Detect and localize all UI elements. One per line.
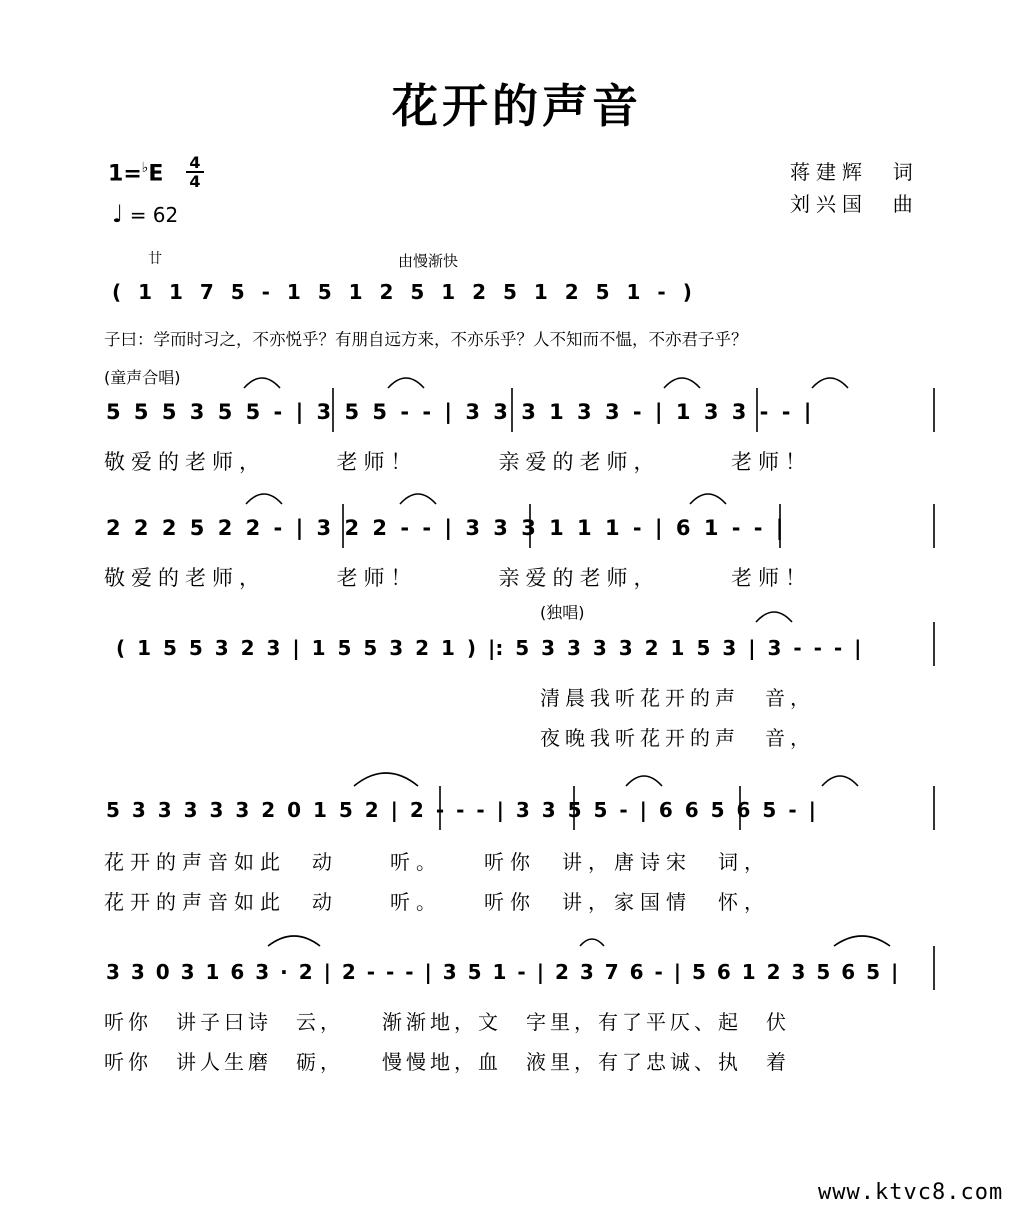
notation-row-intro: ( 1 1 7 5 - 1 5 1 2 5 1 2 5 1 2 5 1 - ): [112, 280, 692, 304]
lyric-line-3a: 清晨我听花开的声 音，: [540, 686, 815, 710]
slur-arc: [822, 776, 858, 786]
key-equals: =: [123, 161, 142, 187]
slur-arc: [580, 939, 604, 946]
composer-name: 刘兴国: [790, 192, 868, 216]
tempo-change-mark: 由慢渐快: [398, 252, 459, 270]
key-one: 1: [108, 161, 124, 187]
slur-arc: [626, 776, 662, 786]
lyric-line-4b: 花开的声音如此 动 听。 听你 讲，家国情 怀，: [104, 890, 770, 914]
tempo-value: = 62: [129, 203, 179, 227]
time-top: 4: [189, 153, 201, 172]
slur-arc: [246, 494, 282, 504]
solo-label: (独唱): [540, 603, 585, 622]
lyric-line-3b: 夜晚我听花开的声 音，: [540, 726, 815, 750]
slur-arc: [354, 773, 418, 786]
notation-row-3: ( 1 5 5 3 2 3 | 1 5 5 3 2 1 ) |: 5 3 3 3 3 2 1 5 3 | 3 - - - |: [116, 636, 862, 660]
lyric-line-1: 敬爱的老师， 老师！ 亲爱的老师， 老师！: [104, 450, 812, 474]
lyricist-name: 蒋建辉: [790, 160, 868, 184]
slur-arc: [834, 936, 890, 946]
intro-recitation: 子曰：学而时习之，不亦悦乎？有朋自远方来，不亦乐乎？人不知而不愠，不亦君子乎？: [104, 330, 748, 349]
slur-arc: [756, 612, 792, 622]
lyric-line-2: 敬爱的老师， 老师！ 亲爱的老师， 老师！: [104, 566, 812, 590]
notation-row-5: 3 3 0 3 1 6 3 · 2 | 2 - - - | 3 5 1 - | 2 3 7 6 - | 5 6 1 2 3 5 6 5 |: [106, 960, 899, 984]
notation-row-2: 2 2 2 5 2 2 - | 3 2 2 - - | 3 3 3 1 1 1 - | 6 1 - - |: [106, 516, 784, 540]
time-bottom: 4: [189, 172, 201, 191]
watermark-url: www.ktvc8.com: [818, 1180, 1004, 1205]
music-label: 曲: [892, 192, 919, 216]
slur-arc: [812, 378, 848, 388]
slur-arc: [400, 494, 436, 504]
slur-arc: [388, 378, 424, 388]
notation-row-4: 5 3 3 3 3 3 2 0 1 5 2 | 2 - - - | 3 3 5 5 - | 6 6 5 6 5 - |: [106, 798, 816, 822]
lyric-label: 词: [892, 160, 919, 184]
lyric-line-4a: 花开的声音如此 动 听。 听你 讲，唐诗宋 词，: [104, 850, 770, 874]
slur-arc: [690, 494, 726, 504]
slur-arc: [244, 378, 280, 388]
notation-row-1: 5 5 5 3 5 5 - | 3 5 5 - - | 3 3 3 1 3 3 - | 1 3 3 - - |: [106, 400, 812, 424]
children-chorus-label: (童声合唱): [104, 368, 181, 387]
key-letter: E: [148, 161, 164, 187]
lyric-line-5a: 听你 讲子曰诗 云， 渐渐地，文 字里，有了平仄、起 伏: [104, 1010, 790, 1034]
slur-arc: [268, 936, 320, 946]
slur-arc: [664, 378, 700, 388]
lyric-line-5b: 听你 讲人生磨 砺， 慢慢地，血 液里，有了忠诚、执 着: [104, 1050, 790, 1074]
flat-icon: ♭: [141, 160, 149, 176]
quarter-note-icon: ♩: [112, 200, 124, 228]
fermata-symbol: 廿: [148, 251, 162, 267]
song-title: 花开的声音: [392, 79, 642, 133]
